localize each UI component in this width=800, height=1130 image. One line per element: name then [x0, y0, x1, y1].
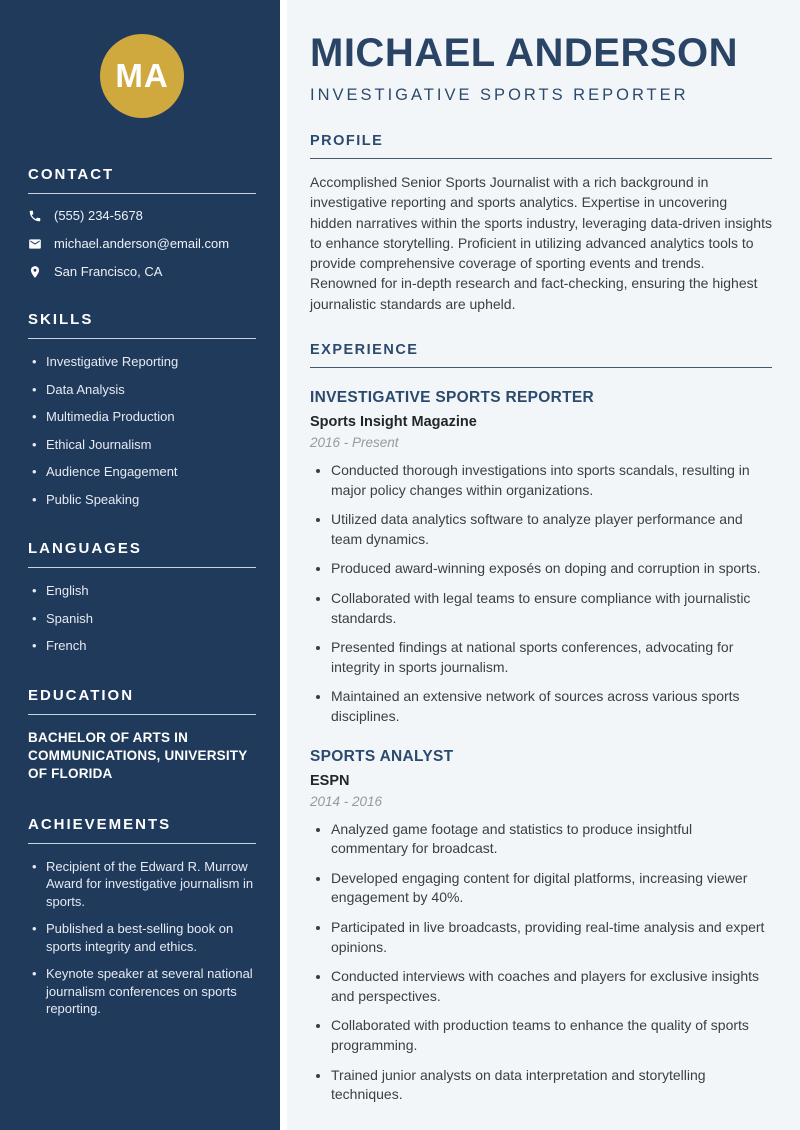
job-dates: 2014 - 2016 [310, 793, 383, 809]
job-company: ESPN [310, 772, 350, 789]
phone-text: (555) 234-5678 [54, 208, 143, 223]
job-bullet: • Analyzed game footage and statistics to produce insightful commentary for broadcast. [331, 820, 772, 859]
skills-heading: SKILLS [28, 311, 94, 328]
job-bullet: • Trained junior analysts on data interpretation and storytelling techniques. [331, 1066, 772, 1105]
skill-item: • Public Speaking [32, 491, 256, 509]
section-divider [28, 843, 256, 844]
skill-item: • Audience Engagement [32, 463, 256, 481]
job-title: INVESTIGATIVE SPORTS REPORTER [310, 389, 595, 407]
experience-section [310, 342, 772, 1105]
languages-section [28, 540, 256, 655]
job-entry [310, 389, 772, 727]
achievement-item: • Published a best-selling book on sports integrity and ethics. [32, 920, 256, 955]
skill-item: • Ethical Journalism [32, 436, 256, 454]
job-dates: 2016 - Present [310, 435, 399, 451]
contact-heading: CONTACT [28, 166, 115, 183]
profile-text: Accomplished Senior Sports Journalist with a rich background in investigative reporting and sports analytics. Expertise in uncovering hidden narratives within the sports industry, leveraging data-driven insights to enhance storytelling. Proficient in utilizing advanced analytics tools to provide comprehensive coverage of sporting events and trends. Renowned for in-depth research and fact-checking, ensuring the highest journalistic standards are upheld. [310, 174, 772, 312]
job-company: Sports Insight Magazine [310, 414, 477, 431]
page-gap-divider [280, 0, 287, 1130]
section-divider [28, 193, 256, 194]
main-content [287, 0, 800, 1130]
section-divider [28, 567, 256, 568]
email-icon [28, 237, 42, 251]
contact-section [28, 166, 256, 279]
job-bullet: • Maintained an extensive network of sources across various sports disciplines. [331, 687, 772, 726]
contact-item-email [28, 236, 256, 251]
achievement-item: • Keynote speaker at several national journalism conferences on sports reporting. [32, 965, 256, 1018]
job-bullet: • Developed engaging content for digital platforms, increasing viewer engagement by 40%. [331, 869, 772, 908]
job-bullet: • Conducted thorough investigations into sports scandals, resulting in major policy changes within organizations. [331, 461, 772, 500]
email-text: michael.anderson@email.com [54, 236, 230, 251]
skill-item: • Investigative Reporting [32, 353, 256, 371]
experience-heading: EXPERIENCE [310, 342, 772, 368]
achievement-item: • Recipient of the Edward R. Murrow Award for investigative journalism in sports. [32, 858, 256, 911]
location-icon [28, 265, 42, 279]
job-bullet: • Presented findings at national sports conferences, advocating for integrity in sports journalism. [331, 638, 772, 677]
job-bullets [310, 820, 772, 1105]
job-entry [310, 748, 772, 1105]
achievements-list [28, 858, 256, 1018]
language-item: • French [32, 637, 256, 655]
job-bullets [310, 461, 772, 727]
job-bullet: • Utilized data analytics software to analyze player performance and team dynamics. [331, 510, 772, 549]
degree-text: BACHELOR OF ARTS IN COMMUNICATIONS, UNIVERSITY OF FLORIDA [28, 729, 248, 782]
education-heading: EDUCATION [28, 686, 135, 704]
skill-item: • Multimedia Production [32, 408, 256, 426]
profile-section [310, 133, 772, 314]
subtitle: INVESTIGATIVE SPORTS REPORTER [310, 86, 689, 104]
contact-item-location [28, 264, 256, 279]
avatar [100, 34, 184, 118]
job-bullet: • Conducted interviews with coaches and players for exclusive insights and perspectives. [331, 967, 772, 1006]
job-bullet: • Produced award-winning exposés on doping and corruption in sports. [331, 559, 772, 579]
skills-list [28, 353, 256, 508]
languages-list [28, 582, 256, 655]
sidebar [0, 0, 280, 1130]
job-title: SPORTS ANALYST [310, 747, 454, 765]
skill-item: • Data Analysis [32, 381, 256, 399]
job-bullet: • Collaborated with legal teams to ensure compliance with journalistic standards. [331, 589, 772, 628]
contact-item-phone [28, 208, 256, 223]
job-bullet: • Participated in live broadcasts, providing real-time analysis and expert opinions. [331, 918, 772, 957]
job-bullet: • Collaborated with production teams to enhance the quality of sports programming. [331, 1016, 772, 1055]
profile-heading: PROFILE [310, 133, 772, 159]
skills-section [28, 311, 256, 508]
page-title: MICHAEL ANDERSON [310, 31, 739, 75]
language-item: • English [32, 582, 256, 600]
achievements-heading: ACHIEVEMENTS [28, 815, 172, 833]
avatar-initials: MA [115, 57, 169, 94]
achievements-section [28, 816, 256, 1018]
language-item: • Spanish [32, 610, 256, 628]
education-section [28, 687, 256, 784]
phone-icon [28, 209, 42, 223]
section-divider [28, 338, 256, 339]
section-divider [28, 714, 256, 715]
location-text: San Francisco, CA [54, 264, 163, 279]
languages-heading: LANGUAGES [28, 540, 142, 558]
